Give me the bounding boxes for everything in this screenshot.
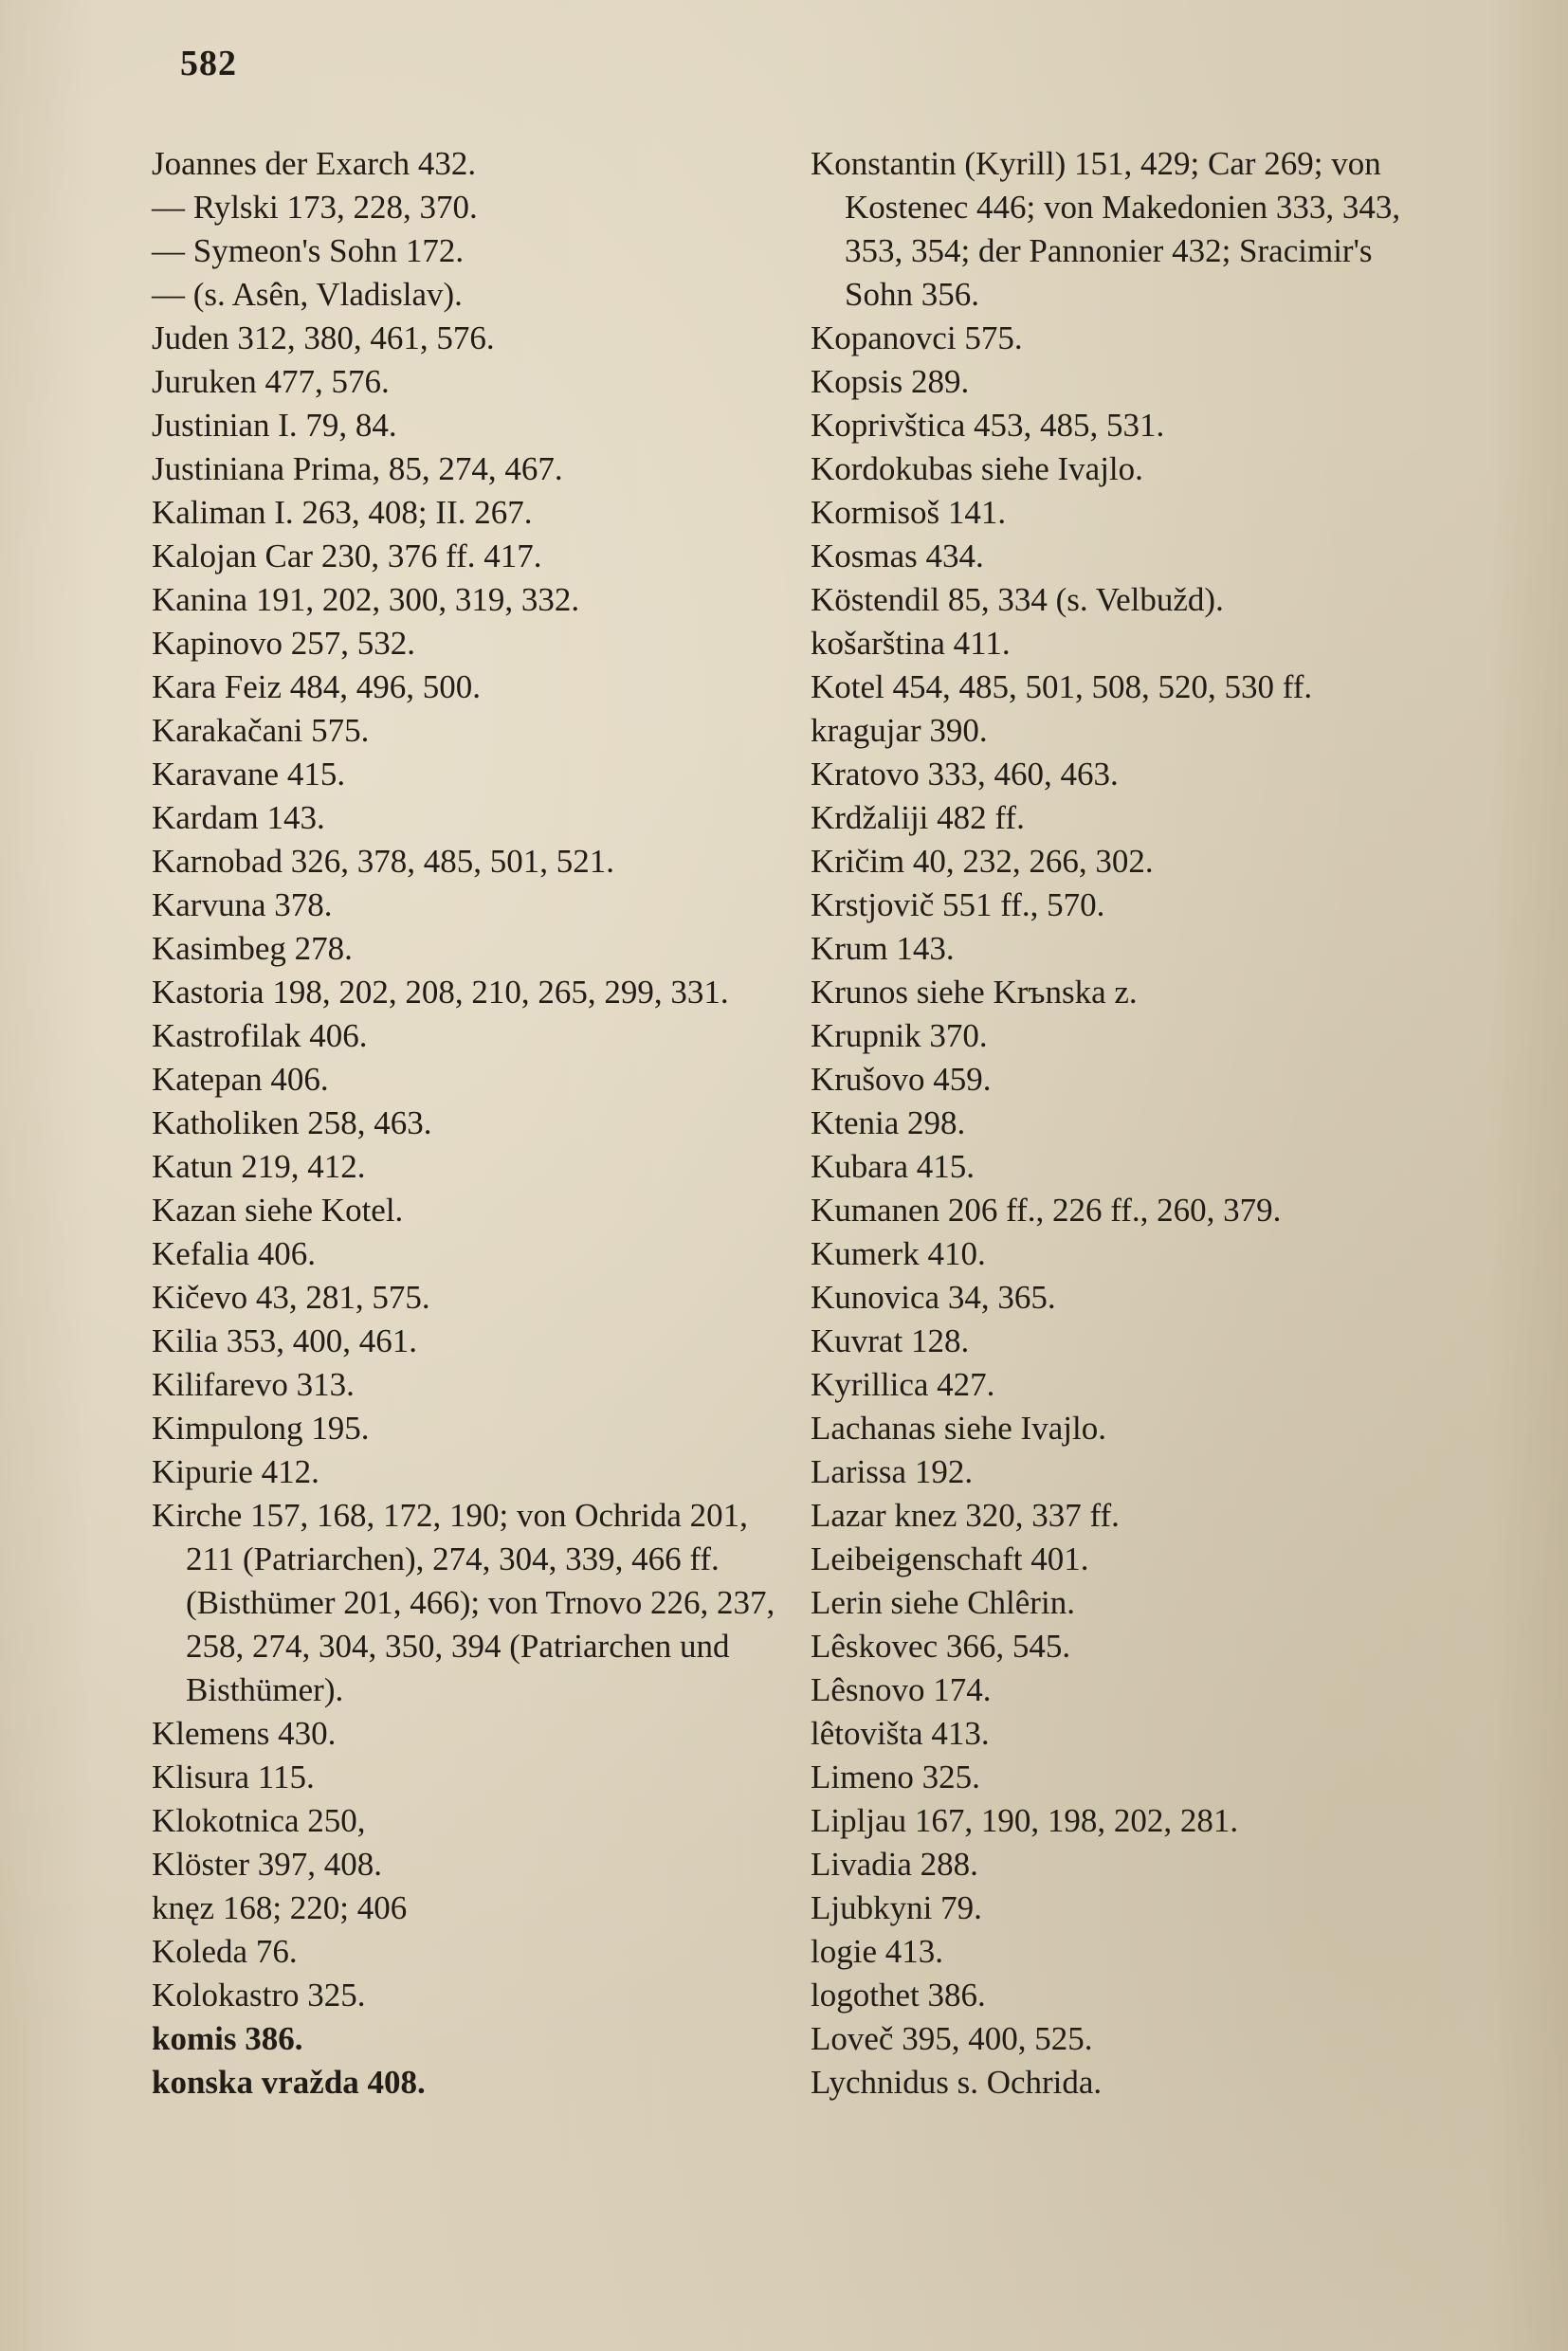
index-entry: Kara Feiz 484, 496, 500.: [152, 668, 482, 705]
index-entry: Lêsnovo 174.: [811, 1671, 992, 1708]
index-entry: logothet 386.: [811, 1977, 986, 2014]
index-entry: Juden 312, 380, 461, 576.: [152, 319, 495, 356]
index-entry: Karavane 415.: [152, 756, 346, 793]
index-entry: Kyrillica 427.: [811, 1366, 995, 1403]
page-number: 582: [180, 44, 237, 83]
index-entry: Kratovo 333, 460, 463.: [811, 756, 1119, 793]
index-entry: Kanina 191, 202, 300, 319, 332.: [152, 581, 580, 618]
index-entry: Larissa 192.: [811, 1453, 974, 1490]
index-entry: Klöster 397, 408.: [152, 1846, 383, 1883]
index-entry: Lychnidus s. Ochrida.: [811, 2064, 1103, 2101]
index-entry: Kubara 415.: [811, 1148, 975, 1185]
index-entry: Krupnik 370.: [811, 1017, 988, 1054]
index-entry: logie 413.: [811, 1933, 943, 1970]
index-entry: Kardam 143.: [152, 799, 325, 836]
index-entry: Kasimbeg 278.: [152, 930, 353, 967]
index-entry: Kolokastro 325.: [152, 1977, 366, 2014]
index-entry: Justiniana Prima, 85, 274, 467.: [152, 450, 563, 487]
index-entry: Justinian I. 79, 84.: [152, 407, 397, 444]
index-entry: Köstendil 85, 334 (s. Velbužd).: [811, 581, 1224, 618]
index-entry: Kilifarevo 313.: [152, 1366, 355, 1403]
index-entry: Kilia 353, 400, 461.: [152, 1322, 417, 1359]
index-entry: Kordokubas siehe Ivajlo.: [811, 450, 1143, 487]
index-entry: Kirche 157, 168, 172, 190; von Ochrida 201, 211 (Patriarchen), 274, 304, 339, 466 ff. (Bisthümer 201, 466); von Trnovo 226, 237, 258, 274, 304, 350, 394 (Patriarchen und Bisthümer).: [152, 1497, 775, 1708]
index-entry: Kuvrat 128.: [811, 1322, 970, 1359]
index-entry: konska vražda 408.: [152, 2064, 426, 2101]
index-entry: Kastrofilak 406.: [152, 1017, 368, 1054]
index-entry: Klemens 430.: [152, 1715, 337, 1752]
index-column-left: [152, 142, 777, 2105]
index-entry: Limeno 325.: [811, 1759, 980, 1795]
index-entry: — (s. Asên, Vladislav).: [152, 276, 463, 313]
index-entry: Koleda 76.: [152, 1933, 298, 1970]
index-entry: Krdžaliji 482 ff.: [811, 799, 1025, 836]
index-entry: Konstantin (Kyrill) 151, 429; Car 269; von Kostenec 446; von Makedonien 333, 343, 353, 354; der Pannonier 432; Sracimir's Sohn 356.: [811, 145, 1401, 313]
index-entry: Krstjovič 551 ff., 570.: [811, 886, 1105, 923]
index-entry: Karnobad 326, 378, 485, 501, 521.: [152, 843, 615, 880]
index-entry: Lipljau 167, 190, 198, 202, 281.: [811, 1802, 1239, 1839]
index-entry: Krunos siehe Krъnska z.: [811, 974, 1138, 1011]
index-entry: lêtovišta 413.: [811, 1715, 990, 1752]
index-entry: Kičevo 43, 281, 575.: [152, 1279, 430, 1316]
index-entry: Kumerk 410.: [811, 1235, 986, 1272]
index-entry: Kastoria 198, 202, 208, 210, 265, 299, 331.: [152, 974, 729, 1011]
index-entry: Katun 219, 412.: [152, 1148, 366, 1185]
index-entry: Kaliman I. 263, 408; II. 267.: [152, 494, 533, 531]
index-entry: — Symeon's Sohn 172.: [152, 232, 465, 269]
index-entry: Kalojan Car 230, 376 ff. 417.: [152, 538, 542, 574]
index-entry: Kosmas 434.: [811, 538, 984, 574]
index-entry: Kipurie 412.: [152, 1453, 319, 1490]
index-entry: Leibeigenschaft 401.: [811, 1540, 1089, 1577]
index-entry: knęz 168; 220; 406: [152, 1889, 408, 1926]
index-entry: Lerin siehe Chlêrin.: [811, 1584, 1075, 1621]
index-entry: Kapinovo 257, 532.: [152, 625, 416, 662]
index-entry: Klisura 115.: [152, 1759, 315, 1795]
index-entry: Loveč 395, 400, 525.: [811, 2020, 1093, 2057]
index-entry: Kefalia 406.: [152, 1235, 316, 1272]
index-entry: Ktenia 298.: [811, 1104, 966, 1141]
index-entry: Karvuna 378.: [152, 886, 333, 923]
index-entry: Kopsis 289.: [811, 363, 970, 400]
index-entry: Kazan siehe Kotel.: [152, 1192, 404, 1229]
index-entry: Katepan 406.: [152, 1061, 329, 1098]
index-entry: Koprivštica 453, 485, 531.: [811, 407, 1165, 444]
index-entry: Lêskovec 366, 545.: [811, 1628, 1071, 1665]
index-entry: Lazar knez 320, 337 ff.: [811, 1497, 1120, 1534]
index-entry: kragujar 390.: [811, 712, 988, 749]
index-entry: — Rylski 173, 228, 370.: [152, 189, 478, 226]
index-entry: Krušovo 459.: [811, 1061, 992, 1098]
index-entry: Kimpulong 195.: [152, 1410, 370, 1447]
index-entry: Klokotnica 250,: [152, 1802, 366, 1839]
index-entry: Kormisoš 141.: [811, 494, 1007, 531]
index-entry: Juruken 477, 576.: [152, 363, 390, 400]
index-entry: komis 386.: [152, 2020, 303, 2057]
index-entry: Ljubkyni 79.: [811, 1889, 982, 1926]
index-entry: Kumanen 206 ff., 226 ff., 260, 379.: [811, 1192, 1282, 1229]
index-column-right: [811, 142, 1436, 2105]
index-entry: Livadia 288.: [811, 1846, 978, 1883]
index-entry: Karakačani 575.: [152, 712, 370, 749]
index-entry: Katholiken 258, 463.: [152, 1104, 432, 1141]
index-entry: Kričim 40, 232, 266, 302.: [811, 843, 1154, 880]
index-entry: Kunovica 34, 365.: [811, 1279, 1056, 1316]
index-entry: Krum 143.: [811, 930, 955, 967]
index-entry: Kopanovci 575.: [811, 319, 1023, 356]
index-entry: Lachanas siehe Ivajlo.: [811, 1410, 1106, 1447]
index-entry: Kotel 454, 485, 501, 508, 520, 530 ff.: [811, 668, 1313, 705]
index-entry: košarština 411.: [811, 625, 1011, 662]
index-entry: Joannes der Exarch 432.: [152, 145, 477, 182]
